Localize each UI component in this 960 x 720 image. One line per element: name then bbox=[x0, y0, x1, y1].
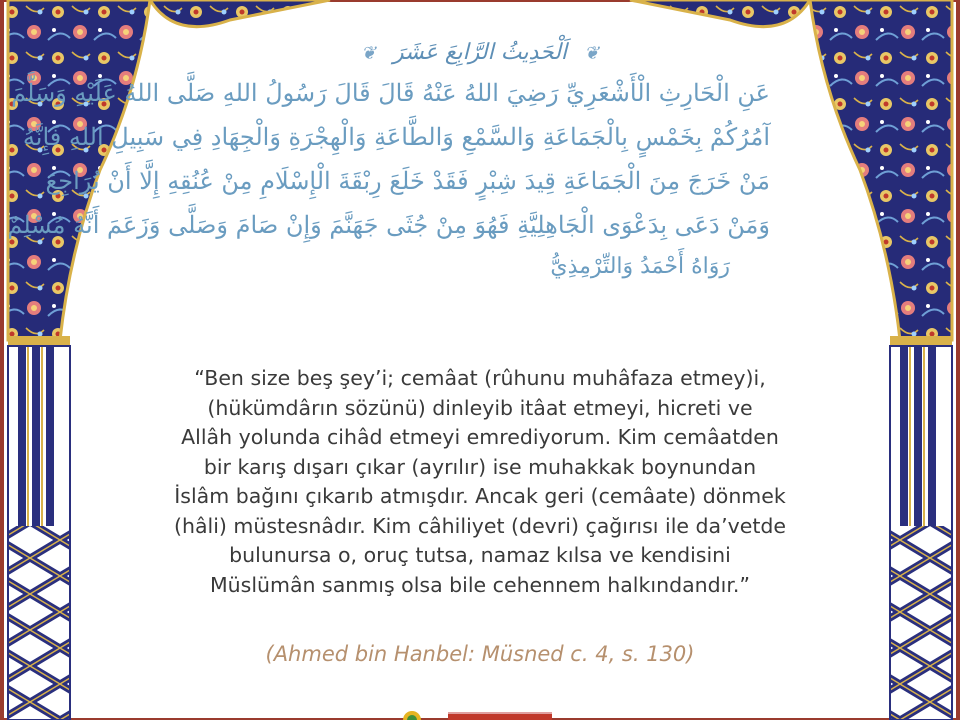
translation-line: (hâli) müstesnâdır. Kim câhiliyet (devri) çağırısı ile da’vetde bbox=[173, 513, 787, 538]
translation-line: bir karış dışarı çıkar (ayrılır) ise muhakkak boynundan bbox=[203, 454, 757, 479]
translation-line: (hükümdârın sözünü) dinleyib itâat etmeyi, hicreti ve bbox=[207, 395, 753, 420]
translation-line: bulunursa o, oruç tutsa, namaz kılsa ve kendisini bbox=[229, 543, 731, 567]
translation-line: Allâh yolunda cihâd etmeyi emrediyorum. Kim cemâatden bbox=[181, 425, 779, 449]
arabic-source: رَوَاهُ أَحْمَدُ وَالتِّرْمِذِيُّ bbox=[550, 254, 730, 279]
sun-logo-icon bbox=[402, 706, 562, 720]
flourish-icon: ❦ bbox=[360, 43, 376, 64]
hadith-title bbox=[190, 36, 770, 71]
arabic-line: وَمَنْ دَعَى بِدَعْوَى الْجَاهِلِيَّةِ فَهُوَ مِنْ جُثَى جَهَنَّمَ وَإِنْ صَامَ وَصَلَّى وَزَعَمَ أَنَّهُ مُسْلِمٌ bbox=[7, 211, 770, 239]
flourish-icon: ❦ bbox=[584, 43, 600, 64]
translation-line: “Ben size beş şey’i; cemâat (rûhunu muhâfaza etmey)i, bbox=[194, 366, 766, 390]
hadith-title-text: اَلْحَدِيثُ الرَّابِعَ عَشَرَ bbox=[392, 40, 568, 65]
turkish-translation bbox=[120, 364, 840, 600]
source-citation: (Ahmed bin Hanbel: Müsned c. 4, s. 130) bbox=[265, 642, 695, 666]
arabic-line: عَنِ الْحَارِثِ الْأَشْعَرِيِّ رَضِيَ اللهُ عَنْهُ قَالَ قَالَ رَسُولُ اللهِ صَلَّى اللهُ عَلَيْهِ وَسَلَّمَ bbox=[11, 79, 770, 107]
arabic-line: آمُرُكُمْ بِخَمْسٍ بِالْجَمَاعَةِ وَالسَّمْعِ وَالطَّاعَةِ وَالْهِجْرَةِ وَالْجِهَادِ فِي سَبِيلِ اللهِ فَإِنَّهُ bbox=[22, 123, 770, 151]
arabic-line: مَنْ خَرَجَ مِنَ الْجَمَاعَةِ قِيدَ شِبْرٍ فَقَدْ خَلَعَ رِبْقَةَ الْإِسْلَامِ مِنْ عُنُقِهِ إِلَّا أَنْ يُرَاجِعَ bbox=[45, 167, 770, 195]
translation-line: İslâm bağını çıkarıb atmışdır. Ancak geri (cemâate) dönmek bbox=[174, 484, 786, 508]
arabic-hadith bbox=[7, 36, 770, 336]
translation-line: Müslümân sanmış olsa bile cehennem halkındandır.” bbox=[209, 572, 751, 597]
